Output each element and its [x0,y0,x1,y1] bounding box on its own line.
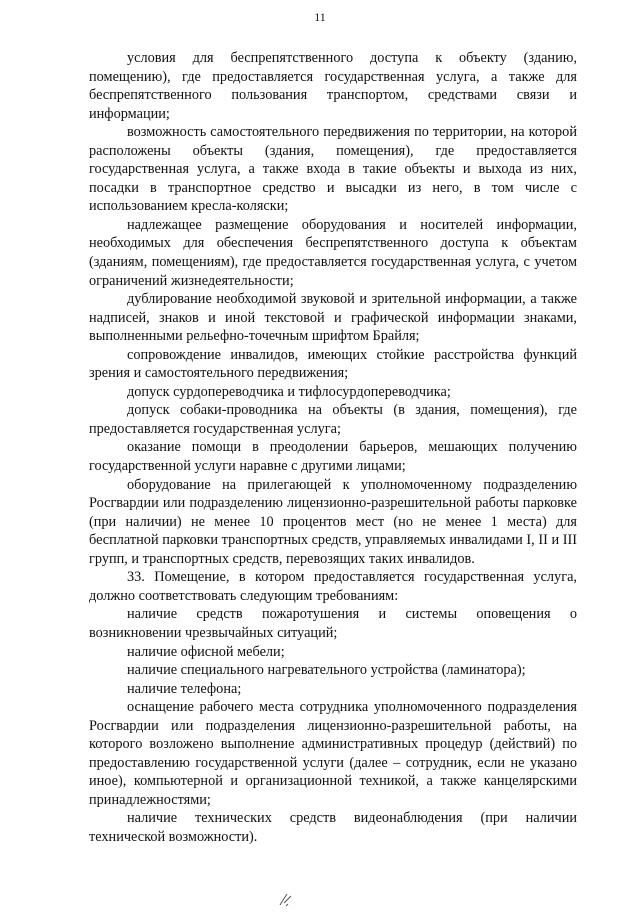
paragraph-5: сопровождение инвалидов, имеющих стойкие расстройства функций зрения и самостоятельного передвижения; [89,346,577,382]
paragraph-3: надлежащее размещение оборудования и носителей информации, необходимых для обеспечения беспрепятственного доступа к объектам (зданиям, помещениям), где предоставляется государственная услуга, с учетом ограничений жизнедеятельности; [89,216,577,289]
document-body [89,49,577,847]
paragraph-7: допуск собаки-проводника на объекты (в здания, помещения), где предоставляется государственная услуга; [89,402,577,437]
paragraph-1: условия для беспрепятственного доступа к объекту (зданию, помещению), где предоставляется государственная услуга, а также для беспрепятственного пользования транспортом, средствами связи и информации; [89,50,577,122]
paragraph-11: наличие средств пожаротушения и системы оповещения о возникновении чрезвычайных ситуаций; [89,606,577,641]
paragraph-9: оборудование на прилегающей к уполномоченному подразделению Росгвардии или подразделению лицензионно-разрешительной работы парковке (при наличии) не менее 10 процентов мест (но не менее 1 места) для бесплатной парковки транспортных средств, управляемых инвалидами I, II и III групп, и транспортных средств, перевозящих таких инвалидов. [89,476,577,567]
paragraph-16: наличие технических средств видеонаблюдения (при наличии технической возможности). [89,810,577,845]
page-number: 11 [314,10,326,24]
paragraph-6: допуск сурдопереводчика и тифлосурдопереводчика; [127,383,451,400]
paragraph-8: оказание помощи в преодолении барьеров, мешающих получению государственной услуги наравне с другими лицами; [89,439,577,475]
paragraph-13: наличие специального нагревательного устройства (ламинатора); [127,662,526,679]
paragraph-14: наличие телефона; [127,680,242,697]
paragraph-2: возможность самостоятельного передвижения по территории, на которой расположены объекты (здания, помещения), где предоставляется государственная услуга, а также входа в такие объекты и выхода из них, посадки в транспортное средство и высадки из него, в том числе с использованием кресла-коляски; [89,124,577,215]
paragraph-10: 33. Помещение, в котором предоставляется государственная услуга, должно соответствовать следующим требованиям: [89,569,577,604]
paragraph-15: оснащение рабочего места сотрудника уполномоченного подразделения Росгвардии или подразделения лицензионно-разрешительной работы, на которого возложено выполнение административных процедур (действий) по предоставлению государственной услуги (далее – сотрудник, если не указано иное), компьютерной и организационной техникой, а также канцелярскими принадлежностями; [89,699,577,808]
paragraph-12: наличие офисной мебели; [127,643,285,660]
paragraph-4: дублирование необходимой звуковой и зрительной информации, а также надписей, знаков и иной текстовой и графической информации знаками, выполненными рельефно-точечным шрифтом Брайля; [89,291,577,345]
handwritten-mark-icon [276,891,296,909]
